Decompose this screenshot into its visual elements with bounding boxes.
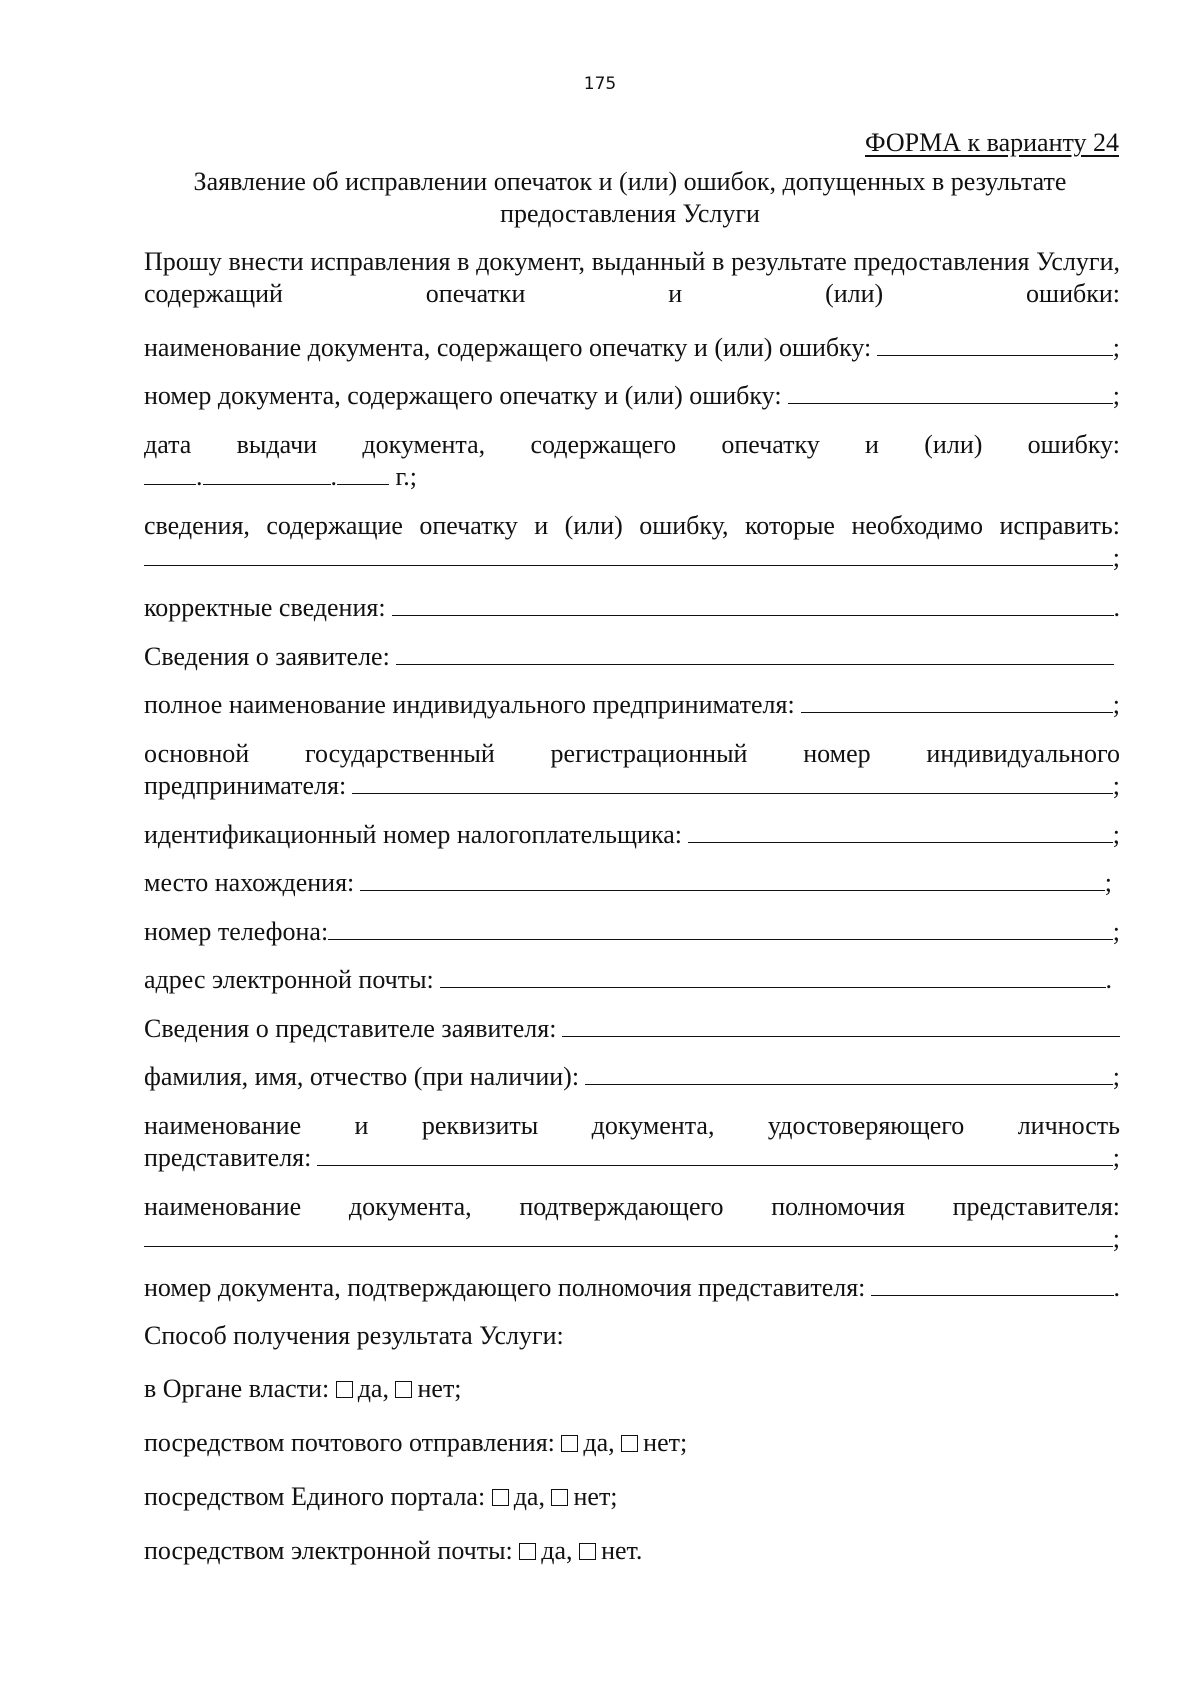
receipt-option-label: в Органе власти: bbox=[144, 1374, 330, 1403]
field-ogrnip-label: основной государственный регистрационный номер индивидуального bbox=[144, 739, 1120, 768]
field-ip-full-name: полное наименование индивидуального предпринимателя: ; bbox=[144, 690, 1120, 719]
request-paragraph: Прошу внести исправления в документ, выданный в результате предоставления Услуги, содержащий опечатки и (или) ошибки: bbox=[144, 247, 1120, 308]
field-location-blank[interactable] bbox=[360, 870, 1105, 891]
no-checkbox[interactable] bbox=[621, 1435, 638, 1452]
field-ogrnip-label-cont: предпринимателя: bbox=[144, 771, 347, 800]
date-day-blank[interactable] bbox=[144, 464, 196, 485]
field-doc-number-label: номер документа, содержащего опечатку и (или) ошибку: bbox=[144, 381, 782, 410]
receipt-option-post: посредством почтового отправления: да, нет; bbox=[144, 1428, 688, 1457]
field-phone: номер телефона: ; bbox=[144, 917, 1120, 946]
field-correct-info-blank[interactable] bbox=[392, 595, 1114, 616]
field-rep-fio-label: фамилия, имя, отчество (при наличии): bbox=[144, 1062, 580, 1091]
receipt-option-label: посредством почтового отправления: bbox=[144, 1428, 555, 1457]
field-location: место нахождения: ; bbox=[144, 868, 1112, 897]
field-rep-id-doc-label-cont: представителя: bbox=[144, 1143, 312, 1172]
no-checkbox[interactable] bbox=[579, 1543, 596, 1560]
field-error-info-blank[interactable] bbox=[144, 545, 1113, 566]
no-checkbox[interactable] bbox=[551, 1489, 568, 1506]
field-doc-date: . . г.; bbox=[144, 461, 1120, 493]
yes-checkbox[interactable] bbox=[336, 1381, 353, 1398]
field-doc-number-blank[interactable] bbox=[788, 383, 1113, 404]
field-doc-name-blank[interactable] bbox=[877, 335, 1113, 356]
receipt-option-label: посредством электронной почты: bbox=[144, 1536, 513, 1565]
field-error-info: ; bbox=[144, 542, 1120, 574]
receipt-option-email: посредством электронной почты: да, нет. bbox=[144, 1536, 643, 1565]
form-tag: ФОРМА к варианту 24 bbox=[865, 128, 1119, 157]
field-ip-full-name-label: полное наименование индивидуального предпринимателя: bbox=[144, 690, 795, 719]
date-month-blank[interactable] bbox=[203, 464, 331, 485]
field-inn: идентификационный номер налогоплательщика: ; bbox=[144, 820, 1120, 849]
field-email-blank[interactable] bbox=[440, 967, 1106, 988]
field-rep-auth-number-blank[interactable] bbox=[871, 1275, 1113, 1296]
field-rep-auth-number-label: номер документа, подтверждающего полномочия представителя: bbox=[144, 1273, 866, 1302]
field-correct-info: корректные сведения: . bbox=[144, 593, 1120, 622]
field-rep-fio-blank[interactable] bbox=[585, 1064, 1113, 1085]
rep-section-blank[interactable] bbox=[562, 1016, 1120, 1037]
field-ogrnip: предпринимателя: ; bbox=[144, 771, 1120, 800]
field-rep-id-doc-blank[interactable] bbox=[317, 1145, 1112, 1166]
no-checkbox[interactable] bbox=[395, 1381, 412, 1398]
receipt-option-portal: посредством Единого портала: да, нет; bbox=[144, 1482, 618, 1511]
field-rep-id-doc-label: наименование и реквизиты документа, удостоверяющего личность bbox=[144, 1111, 1120, 1140]
field-ogrnip-blank[interactable] bbox=[352, 773, 1113, 794]
field-inn-blank[interactable] bbox=[688, 822, 1113, 843]
field-rep-auth-number: номер документа, подтверждающего полномочия представителя: . bbox=[144, 1273, 1120, 1302]
field-phone-blank[interactable] bbox=[328, 919, 1113, 940]
date-suffix: г.; bbox=[395, 462, 417, 491]
applicant-section-label: Сведения о заявителе: bbox=[144, 642, 390, 671]
page-number: 175 bbox=[583, 74, 617, 94]
field-rep-fio: фамилия, имя, отчество (при наличии): ; bbox=[144, 1062, 1120, 1091]
receipt-option-label: посредством Единого портала: bbox=[144, 1482, 486, 1511]
field-error-info-label: сведения, содержащие опечатку и (или) ошибку, которые необходимо исправить: bbox=[144, 511, 1120, 540]
rep-section bbox=[144, 1013, 1120, 1045]
field-rep-id-doc: представителя: ; bbox=[144, 1143, 1120, 1172]
yes-checkbox[interactable] bbox=[492, 1489, 509, 1506]
receipt-option-authority: в Органе власти: да, нет; bbox=[144, 1374, 462, 1403]
field-correct-info-label: корректные сведения: bbox=[144, 593, 386, 622]
yes-checkbox[interactable] bbox=[561, 1435, 578, 1452]
field-email-label: адрес электронной почты: bbox=[144, 965, 434, 994]
field-inn-label: идентификационный номер налогоплательщика: bbox=[144, 820, 682, 849]
yes-checkbox[interactable] bbox=[519, 1543, 536, 1560]
field-rep-auth-doc-blank[interactable] bbox=[144, 1226, 1113, 1247]
field-ip-full-name-blank[interactable] bbox=[801, 692, 1113, 713]
applicant-section-blank[interactable] bbox=[396, 644, 1114, 665]
field-rep-auth-doc: ; bbox=[144, 1223, 1120, 1255]
field-doc-name-label: наименование документа, содержащего опечатку и (или) ошибку: bbox=[144, 333, 872, 362]
field-rep-auth-doc-label: наименование документа, подтверждающего полномочия представителя: bbox=[144, 1192, 1120, 1221]
date-year-blank[interactable] bbox=[337, 464, 389, 485]
form-title: Заявление об исправлении опечаток и (или) ошибок, допущенных в результате предоставления Услуги bbox=[193, 167, 1067, 228]
field-doc-name: наименование документа, содержащего опечатку и (или) ошибку: ; bbox=[144, 333, 1120, 362]
receipt-heading: Способ получения результата Услуги: bbox=[144, 1321, 564, 1350]
applicant-section bbox=[144, 641, 1120, 673]
field-location-label: место нахождения: bbox=[144, 868, 355, 897]
rep-section-label: Сведения о представителе заявителя: bbox=[144, 1014, 557, 1043]
field-doc-date-label: дата выдачи документа, содержащего опечатку и (или) ошибку: bbox=[144, 430, 1120, 459]
field-doc-number: номер документа, содержащего опечатку и (или) ошибку: ; bbox=[144, 381, 1120, 410]
field-phone-label: номер телефона: bbox=[144, 917, 329, 946]
field-email: адрес электронной почты: . bbox=[144, 965, 1112, 994]
